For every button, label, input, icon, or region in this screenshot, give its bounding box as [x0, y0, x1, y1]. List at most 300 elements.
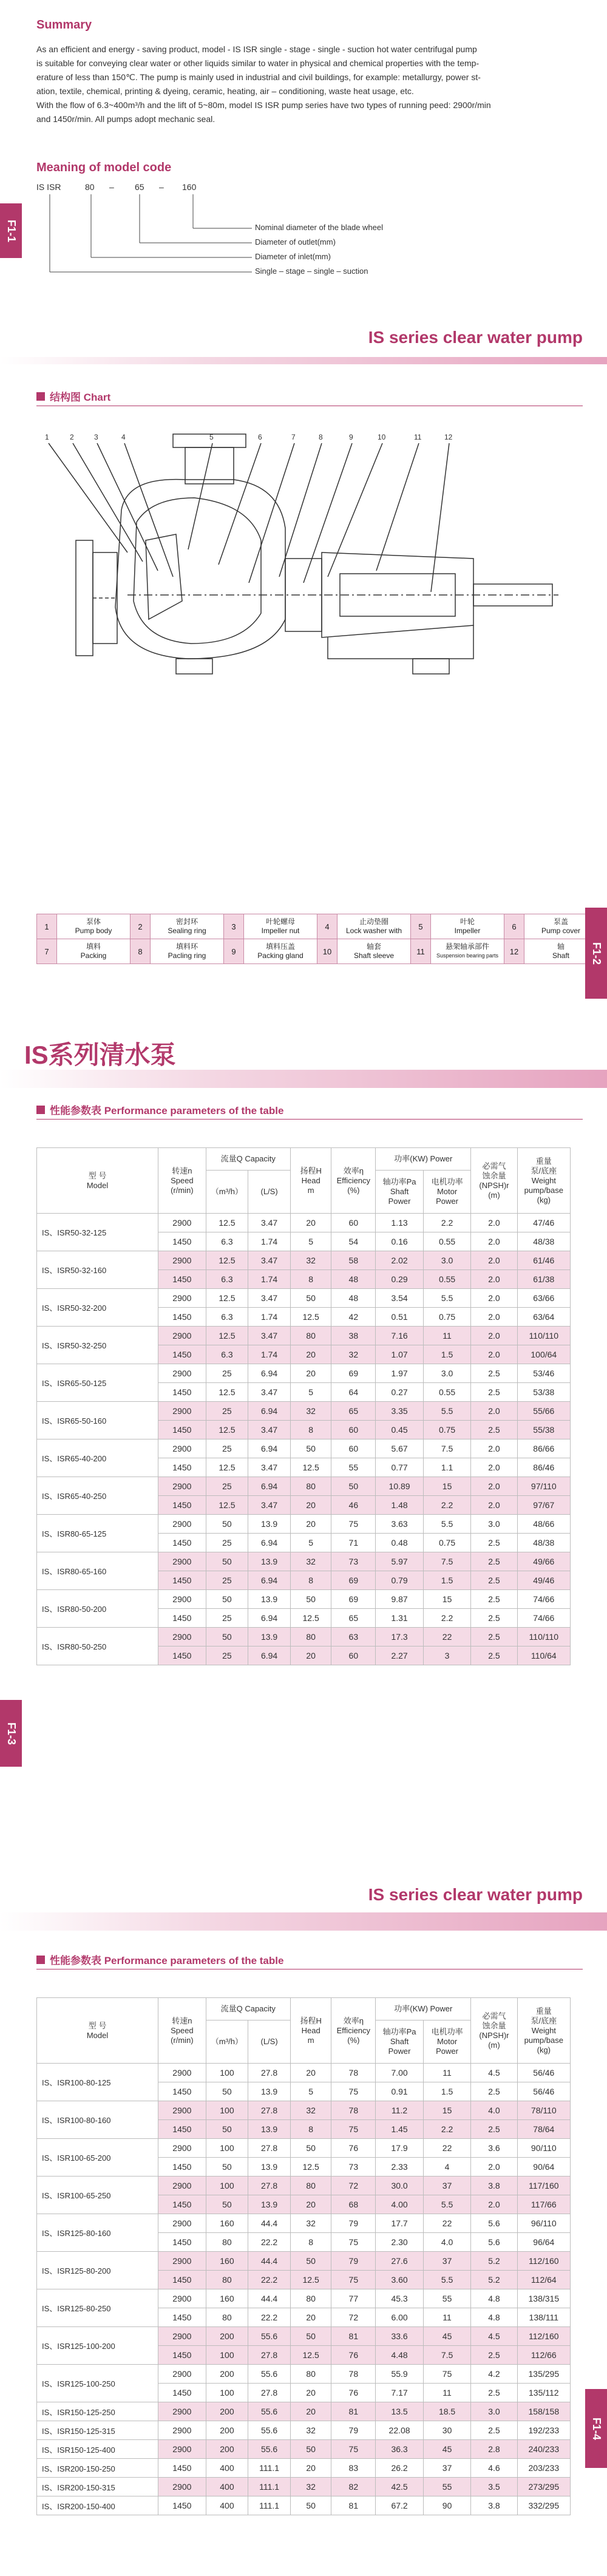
data-cell: 2.02 — [376, 1251, 424, 1270]
data-cell: 2900 — [158, 2252, 206, 2271]
table-row — [37, 2064, 571, 2082]
data-cell: 0.55 — [423, 1270, 471, 1289]
data-cell: 1450 — [158, 2120, 206, 2139]
data-cell: 75 — [331, 1515, 376, 1534]
data-cell: 1.97 — [376, 1364, 424, 1383]
table-row — [37, 2289, 571, 2308]
data-cell: 3.0 — [471, 2402, 517, 2421]
data-cell: 50 — [206, 1628, 248, 1647]
data-cell: 6.94 — [248, 1571, 291, 1590]
model-code-lines — [36, 193, 255, 284]
data-cell: 0.29 — [376, 1270, 424, 1289]
table-row — [37, 2177, 571, 2195]
data-cell: 200 — [206, 2327, 248, 2346]
data-cell: 1.74 — [248, 1232, 291, 1251]
part-number: 10 — [378, 433, 386, 441]
data-cell: 48/38 — [517, 1232, 570, 1251]
data-cell: 55/38 — [517, 1421, 570, 1439]
data-cell: 100 — [206, 2101, 248, 2120]
data-cell: 69 — [331, 1590, 376, 1609]
data-cell: 1450 — [158, 2271, 206, 2289]
data-cell: 5.97 — [376, 1552, 424, 1571]
data-cell: 80 — [290, 1477, 331, 1496]
data-cell: 63/66 — [517, 1289, 570, 1308]
data-cell: 20 — [290, 1647, 331, 1665]
model-cell: IS、ISR125-100-250 — [37, 2365, 158, 2402]
data-cell: 8 — [290, 2120, 331, 2139]
model-cell: IS、ISR80-50-200 — [37, 1590, 158, 1628]
model-code-dash: – — [109, 182, 114, 192]
data-cell: 50 — [206, 1590, 248, 1609]
data-cell: 3 — [423, 1647, 471, 1665]
data-cell: 72 — [331, 2308, 376, 2327]
data-cell: 50 — [290, 2327, 331, 2346]
data-cell: 1450 — [158, 1647, 206, 1665]
model-cell: IS、ISR65-50-125 — [37, 1364, 158, 1402]
data-cell: 2900 — [158, 1327, 206, 1345]
data-cell: 27.8 — [248, 2384, 291, 2402]
data-cell: 2900 — [158, 2478, 206, 2496]
data-cell: 110/110 — [517, 1327, 570, 1345]
model-cell: IS、ISR50-32-200 — [37, 1289, 158, 1327]
data-cell: 60 — [331, 1421, 376, 1439]
table-row — [37, 1477, 571, 1496]
data-cell: 7.5 — [423, 1439, 471, 1458]
data-cell: 2.5 — [471, 1421, 517, 1439]
data-cell: 44.4 — [248, 2214, 291, 2233]
data-cell: 6.94 — [248, 1402, 291, 1421]
data-cell: 5.6 — [471, 2214, 517, 2233]
data-cell: 2.5 — [471, 2421, 517, 2440]
decorative-bar — [0, 1070, 607, 1088]
model-cell: IS、ISR65-40-250 — [37, 1477, 158, 1515]
data-cell: 25 — [206, 1439, 248, 1458]
data-cell: 20 — [290, 1364, 331, 1383]
data-cell: 25 — [206, 1571, 248, 1590]
data-cell: 73 — [331, 2158, 376, 2177]
data-cell: 2900 — [158, 1251, 206, 1270]
pump-cross-section-drawing — [36, 419, 571, 680]
cn-series-title: IS系列清水泵 — [24, 1041, 176, 1069]
data-cell: 6.94 — [248, 1477, 291, 1496]
data-cell: 2900 — [158, 1515, 206, 1534]
parts-table — [36, 914, 598, 964]
data-cell: 1450 — [158, 1232, 206, 1251]
data-cell: 203/233 — [517, 2459, 570, 2478]
data-cell: 8 — [290, 1270, 331, 1289]
part-number: 11 — [414, 433, 422, 441]
data-cell: 1450 — [158, 2459, 206, 2478]
model-code-inlet: 80 — [85, 182, 95, 192]
data-cell: 0.75 — [423, 1534, 471, 1552]
data-cell: 1.48 — [376, 1496, 424, 1515]
data-cell: 80 — [290, 1628, 331, 1647]
data-cell: 1450 — [158, 1458, 206, 1477]
data-cell: 2.5 — [471, 1628, 517, 1647]
data-cell: 50 — [206, 2195, 248, 2214]
data-cell: 73 — [331, 1552, 376, 1571]
data-cell: 3.47 — [248, 1383, 291, 1402]
data-cell: 100 — [206, 2177, 248, 2195]
data-cell: 0.45 — [376, 1421, 424, 1439]
data-cell: 2.5 — [471, 1590, 517, 1609]
data-cell: 2.0 — [471, 1289, 517, 1308]
model-cell: IS、ISR125-100-200 — [37, 2327, 158, 2365]
part-number: 1 — [45, 433, 49, 441]
data-cell: 100 — [206, 2064, 248, 2082]
data-cell: 3.47 — [248, 1251, 291, 1270]
data-cell: 6.3 — [206, 1345, 248, 1364]
data-cell: 1.1 — [423, 1458, 471, 1477]
data-cell: 79 — [331, 2214, 376, 2233]
data-cell: 32 — [290, 1552, 331, 1571]
data-cell: 1450 — [158, 1345, 206, 1364]
data-cell: 8 — [290, 1571, 331, 1590]
data-cell: 79 — [331, 2421, 376, 2440]
data-cell: 1450 — [158, 2346, 206, 2365]
data-cell: 138/315 — [517, 2289, 570, 2308]
data-cell: 5 — [290, 2082, 331, 2101]
data-cell: 12.5 — [290, 1308, 331, 1327]
data-cell: 2.0 — [471, 1251, 517, 1270]
data-cell: 50 — [206, 2120, 248, 2139]
data-cell: 48/66 — [517, 1515, 570, 1534]
data-cell: 55.6 — [248, 2365, 291, 2384]
data-cell: 0.16 — [376, 1232, 424, 1251]
data-cell: 37 — [423, 2177, 471, 2195]
decorative-bar — [0, 357, 607, 364]
page-tab-f1-1: F1-1 — [0, 203, 22, 258]
model-cell: IS、ISR100-65-250 — [37, 2177, 158, 2214]
data-cell: 7.16 — [376, 1327, 424, 1345]
data-cell: 49/46 — [517, 1571, 570, 1590]
data-cell: 2.0 — [471, 1345, 517, 1364]
table-row — [37, 1289, 571, 1308]
data-cell: 2.5 — [471, 2384, 517, 2402]
data-cell: 112/160 — [517, 2327, 570, 2346]
data-cell: 82 — [331, 2478, 376, 2496]
data-cell: 65 — [331, 1609, 376, 1628]
data-cell: 1450 — [158, 1383, 206, 1402]
data-cell: 74/66 — [517, 1590, 570, 1609]
data-cell: 6.3 — [206, 1270, 248, 1289]
data-cell: 48 — [331, 1270, 376, 1289]
data-cell: 200 — [206, 2421, 248, 2440]
data-cell: 2900 — [158, 1289, 206, 1308]
data-cell: 45.3 — [376, 2289, 424, 2308]
table-row — [37, 2139, 571, 2158]
table-row — [37, 2214, 571, 2233]
data-cell: 27.8 — [248, 2064, 291, 2082]
data-cell: 4.5 — [471, 2064, 517, 2082]
part-number: 4 — [121, 433, 126, 441]
data-cell: 68 — [331, 2195, 376, 2214]
data-cell: 25 — [206, 1477, 248, 1496]
data-cell: 1450 — [158, 1270, 206, 1289]
data-cell: 81 — [331, 2496, 376, 2515]
data-cell: 2900 — [158, 2101, 206, 2120]
data-cell: 27.8 — [248, 2177, 291, 2195]
data-cell: 7.00 — [376, 2064, 424, 2082]
data-cell: 100/64 — [517, 1345, 570, 1364]
data-cell: 79 — [331, 2252, 376, 2271]
data-cell: 90/64 — [517, 2158, 570, 2177]
data-cell: 45 — [423, 2440, 471, 2459]
data-cell: 32 — [290, 2478, 331, 2496]
data-cell: 20 — [290, 2308, 331, 2327]
data-cell: 160 — [206, 2289, 248, 2308]
data-cell: 55.6 — [248, 2440, 291, 2459]
data-cell: 6.00 — [376, 2308, 424, 2327]
summary-text: As an efficient and energy - saving product, model - IS ISR single - stage - single - suction hot water centrifugal pump is suitable for conveying clear water or other liquids similar to water in physical and chemical properties with the temp- erature of less than 150℃. The pump is mainly used in industrial and civil buildings, for example: metallurgy, power st- ation, textile, chemical, printing & dyeing, ceramic, heating, air – conditioning, waste heat usage, etc. With the flow of 6.3~400m³/h and the lift of 5~80m, model IS ISR pump series have two types of running peed: 2900r/min and 1450r/min. All pumps adopt mechanic seal. — [36, 44, 491, 124]
data-cell: 2900 — [158, 2139, 206, 2158]
data-cell: 13.9 — [248, 1628, 291, 1647]
data-cell: 1.74 — [248, 1270, 291, 1289]
data-cell: 5.5 — [423, 2195, 471, 2214]
model-cell: IS、ISR50-32-125 — [37, 1214, 158, 1251]
data-cell: 1450 — [158, 1571, 206, 1590]
data-cell: 1450 — [158, 1609, 206, 1628]
data-cell: 55.6 — [248, 2421, 291, 2440]
data-cell: 67.2 — [376, 2496, 424, 2515]
data-cell: 160 — [206, 2214, 248, 2233]
data-cell: 5 — [290, 1383, 331, 1402]
data-cell: 2.5 — [471, 1571, 517, 1590]
data-cell: 42.5 — [376, 2478, 424, 2496]
data-cell: 53/46 — [517, 1364, 570, 1383]
data-cell: 1.45 — [376, 2120, 424, 2139]
data-cell: 1450 — [158, 2082, 206, 2101]
data-cell: 3.0 — [423, 1251, 471, 1270]
data-cell: 100 — [206, 2346, 248, 2365]
data-cell: 4.00 — [376, 2195, 424, 2214]
data-cell: 60 — [331, 1214, 376, 1232]
data-cell: 17.7 — [376, 2214, 424, 2233]
data-cell: 78 — [331, 2365, 376, 2384]
parts-row: 1 泵体 Pump body 2 密封环 Sealing ring 3 叶轮螺母 Impeller nut 4 止动垫圈 Lock washer with 5 叶轮 Impeller 6 泵盖 Pump cover — [37, 914, 598, 939]
data-cell: 38 — [331, 1327, 376, 1345]
data-cell: 12.5 — [206, 1496, 248, 1515]
data-cell: 2.5 — [471, 2346, 517, 2365]
data-cell: 75 — [331, 2271, 376, 2289]
model-code-outlet: 65 — [135, 182, 144, 192]
perf-label: 性能参数表 Performance parameters of the table — [36, 1102, 283, 1117]
data-cell: 0.55 — [423, 1383, 471, 1402]
data-cell: 111.1 — [248, 2459, 291, 2478]
model-cell: IS、ISR125-80-200 — [37, 2252, 158, 2289]
model-cell: IS、ISR100-80-125 — [37, 2064, 158, 2101]
table-row — [37, 1552, 571, 1571]
data-cell: 200 — [206, 2365, 248, 2384]
data-cell: 7.5 — [423, 2346, 471, 2365]
data-cell: 50 — [206, 2158, 248, 2177]
data-cell: 75 — [331, 2233, 376, 2252]
data-cell: 56/46 — [517, 2082, 570, 2101]
data-cell: 4.48 — [376, 2346, 424, 2365]
data-cell: 4.0 — [423, 2233, 471, 2252]
performance-table-2: 型 号 Model 转速n Speed (r/min) 流量Q Capacity 扬程H Head m 效率η Efficiency (%) 功率(KW) Power 必需气 蚀余量 (NPSH)r (m) 重量 泵/底座 Weight pump/base (kg) （m³/h） (L/S) 轴功率Pa Shaft Power 电机功率 Motor Power IS、ISR100-80-125 2900 100 27.8 20 78 7.00 11 4.5 56/46 1450 50 13.9 5 75 0.91 1.5 2.5 56/46 IS、ISR100-80-160 2900 100 27.8 32 78 11.2 15 4.0 78/110 1450 50 13.9 8 75 1.45 2.2 2.5 78/64 IS、ISR100-65-200 2900 100 27.8 50 76 17.9 22 3.6 90/110 1450 50 13.9 12.5 73 2.33 4 2.0 90/64 IS、ISR100-65-250 2900 100 27.8 80 72 30.0 37 3.8 117/160 1450 50 13.9 20 68 4.00 5.5 2.0 117/66 IS、ISR125-80-160 2900 160 44.4 32 79 17.7 22 5.6 96/110 1450 80 22.2 8 75 2.30 4.0 5.6 96/64 IS、ISR125-80-200 2900 160 44.4 50 79 27.6 37 5.2 112/160 1450 80 22.2 12.5 75 3.60 5.5 5.2 112/64 IS、ISR125-80-250 2900 160 44.4 80 77 45.3 55 4.8 138/315 1450 80 22.2 20 72 6.00 11 4.8 138/111 IS、ISR125-100-200 2900 200 55.6 50 81 33.6 45 4.5 112/160 1450 100 27.8 12.5 76 4.48 7.5 2.5 112/66 IS、ISR125-100-250 2900 200 55.6 80 78 55.9 75 4.2 135/295 1450 100 27.8 20 76 7.17 11 2.5 135/112 IS、ISR150-125-250 2900 200 55.6 20 81 13.5 18.5 3.0 158/158 IS、ISR150-125-315 2900 200 55.6 32 79 22.08 30 2.5 192/233 IS、ISR150-125-400 2900 200 55.6 50 75 36.3 45 2.8 240/233 IS、ISR200-150-250 1450 400 111.1 20 83 26.2 37 4.6 203/233 IS、ISR200-150-315 2900 400 111.1 32 82 42.5 55 3.5 273/295 IS、ISR200-150-400 1450 400 111.1 50 81 67.2 90 3.8 332/295 — [36, 1997, 571, 2515]
table-row — [37, 2402, 571, 2421]
data-cell: 30.0 — [376, 2177, 424, 2195]
model-code-dash: – — [159, 182, 164, 192]
data-cell: 37 — [423, 2459, 471, 2478]
model-cell: IS、ISR65-40-200 — [37, 1439, 158, 1477]
data-cell: 48/38 — [517, 1534, 570, 1552]
data-cell: 2.8 — [471, 2440, 517, 2459]
data-cell: 55.6 — [248, 2402, 291, 2421]
data-cell: 12.5 — [206, 1421, 248, 1439]
data-cell: 2900 — [158, 2064, 206, 2082]
data-cell: 49/66 — [517, 1552, 570, 1571]
model-cell: IS、ISR150-125-315 — [37, 2421, 158, 2440]
data-cell: 42 — [331, 1308, 376, 1327]
data-cell: 55 — [423, 2478, 471, 2496]
data-cell: 200 — [206, 2402, 248, 2421]
data-cell: 8 — [290, 2233, 331, 2252]
table-row — [37, 2327, 571, 2346]
data-cell: 25 — [206, 1647, 248, 1665]
data-cell: 3.5 — [471, 2478, 517, 2496]
data-cell: 5.2 — [471, 2252, 517, 2271]
data-cell: 5.5 — [423, 1402, 471, 1421]
data-cell: 138/111 — [517, 2308, 570, 2327]
perf-label: 性能参数表 Performance parameters of the table — [36, 1952, 283, 1967]
data-cell: 117/160 — [517, 2177, 570, 2195]
data-cell: 1.74 — [248, 1308, 291, 1327]
data-cell: 55.6 — [248, 2327, 291, 2346]
data-cell: 2.5 — [471, 1552, 517, 1571]
data-cell: 0.77 — [376, 1458, 424, 1477]
data-cell: 26.2 — [376, 2459, 424, 2478]
parts-row: 7 填料 Packing 8 填料环 Pacling ring 9 填料压盖 Packing gland 10 轴套 Shaft sleeve 11 悬架轴承部件 Suspension bearing parts 12 轴 Shaft — [37, 939, 598, 964]
data-cell: 17.3 — [376, 1628, 424, 1647]
data-cell: 1450 — [158, 1534, 206, 1552]
bullet-icon — [36, 392, 45, 401]
model-cell: IS、ISR125-80-160 — [37, 2214, 158, 2252]
data-cell: 5 — [290, 1232, 331, 1251]
data-cell: 110/110 — [517, 1628, 570, 1647]
data-cell: 11.2 — [376, 2101, 424, 2120]
data-cell: 50 — [290, 2139, 331, 2158]
data-cell: 10.89 — [376, 1477, 424, 1496]
data-cell: 2.27 — [376, 1647, 424, 1665]
data-cell: 2900 — [158, 1402, 206, 1421]
part-number: 7 — [291, 433, 296, 441]
model-cell: IS、ISR100-65-200 — [37, 2139, 158, 2177]
data-cell: 78/110 — [517, 2101, 570, 2120]
data-cell: 1.13 — [376, 1214, 424, 1232]
data-cell: 135/112 — [517, 2384, 570, 2402]
data-cell: 100 — [206, 2384, 248, 2402]
data-cell: 1450 — [158, 2158, 206, 2177]
model-cell: IS、ISR80-50-250 — [37, 1628, 158, 1665]
data-cell: 2.5 — [471, 1383, 517, 1402]
data-cell: 3.60 — [376, 2271, 424, 2289]
data-cell: 5.6 — [471, 2233, 517, 2252]
data-cell: 2.5 — [471, 1647, 517, 1665]
data-cell: 12.5 — [206, 1214, 248, 1232]
data-cell: 32 — [290, 1251, 331, 1270]
data-cell: 12.5 — [290, 1609, 331, 1628]
data-cell: 55/66 — [517, 1402, 570, 1421]
table-row — [37, 2421, 571, 2440]
data-cell: 50 — [206, 1552, 248, 1571]
data-cell: 0.48 — [376, 1534, 424, 1552]
part-number: 3 — [94, 433, 98, 441]
part-number: 9 — [349, 433, 353, 441]
data-cell: 80 — [206, 2233, 248, 2252]
model-code-label-type: Single – stage – single – suction — [255, 267, 368, 276]
data-cell: 22.2 — [248, 2308, 291, 2327]
data-cell: 1.5 — [423, 1345, 471, 1364]
data-cell: 3.47 — [248, 1289, 291, 1308]
table-row — [37, 1214, 571, 1232]
data-cell: 20 — [290, 2402, 331, 2421]
data-cell: 27.6 — [376, 2252, 424, 2271]
data-cell: 56/46 — [517, 2064, 570, 2082]
table-row — [37, 2440, 571, 2459]
data-cell: 97/67 — [517, 1496, 570, 1515]
data-cell: 81 — [331, 2327, 376, 2346]
data-cell: 3.47 — [248, 1214, 291, 1232]
model-cell: IS、ISR200-150-250 — [37, 2459, 158, 2478]
data-cell: 17.9 — [376, 2139, 424, 2158]
data-cell: 96/64 — [517, 2233, 570, 2252]
data-cell: 2900 — [158, 2402, 206, 2421]
data-cell: 7.5 — [423, 1552, 471, 1571]
data-cell: 2900 — [158, 1477, 206, 1496]
data-cell: 12.5 — [290, 2158, 331, 2177]
data-cell: 2900 — [158, 2214, 206, 2233]
data-cell: 13.5 — [376, 2402, 424, 2421]
data-cell: 111.1 — [248, 2478, 291, 2496]
data-cell: 5.5 — [423, 1289, 471, 1308]
data-cell: 30 — [423, 2421, 471, 2440]
data-cell: 2900 — [158, 2289, 206, 2308]
model-cell: IS、ISR50-32-160 — [37, 1251, 158, 1289]
data-cell: 7.17 — [376, 2384, 424, 2402]
data-cell: 61/38 — [517, 1270, 570, 1289]
data-cell: 0.75 — [423, 1308, 471, 1327]
data-cell: 96/110 — [517, 2214, 570, 2233]
data-cell: 2.0 — [471, 1458, 517, 1477]
data-cell: 112/64 — [517, 2271, 570, 2289]
data-cell: 2900 — [158, 1628, 206, 1647]
data-cell: 0.75 — [423, 1421, 471, 1439]
data-cell: 1450 — [158, 1308, 206, 1327]
table2-title: IS series clear water pump — [368, 1885, 583, 1904]
data-cell: 4.8 — [471, 2289, 517, 2308]
data-cell: 11 — [423, 2064, 471, 2082]
data-cell: 1.07 — [376, 1345, 424, 1364]
data-cell: 32 — [290, 2214, 331, 2233]
model-cell: IS、ISR65-50-160 — [37, 1402, 158, 1439]
table-row — [37, 2101, 571, 2120]
data-cell: 54 — [331, 1232, 376, 1251]
data-cell: 37 — [423, 2252, 471, 2271]
data-cell: 76 — [331, 2346, 376, 2365]
data-cell: 20 — [290, 2384, 331, 2402]
data-cell: 1450 — [158, 2384, 206, 2402]
data-cell: 0.55 — [423, 1232, 471, 1251]
data-cell: 32 — [290, 2421, 331, 2440]
data-cell: 2.0 — [471, 1496, 517, 1515]
data-cell: 0.79 — [376, 1571, 424, 1590]
bullet-icon — [36, 1956, 45, 1964]
data-cell: 20 — [290, 2459, 331, 2478]
data-cell: 44.4 — [248, 2252, 291, 2271]
data-cell: 47/46 — [517, 1214, 570, 1232]
